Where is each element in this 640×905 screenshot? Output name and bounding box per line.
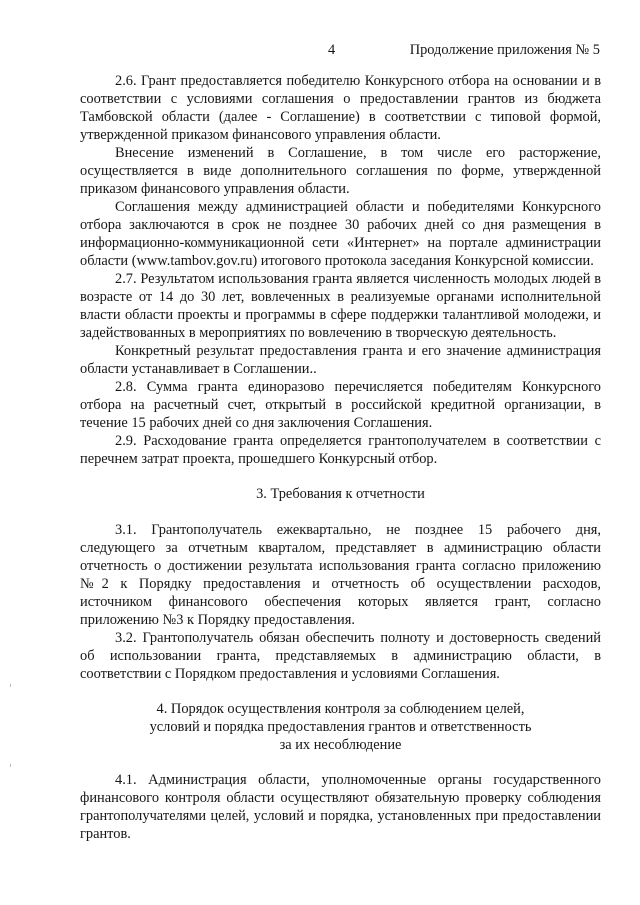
paragraph-4-1: 4.1. Администрация области, уполномоченные органы государственного финансового контроля области осуществляют обязательную проверку соблюдения грантополучателями целей, условий и порядка, установленных при предоставлении грантов. xyxy=(80,772,601,842)
paragraph-2-8: 2.8. Сумма гранта единоразово перечисляется победителям Конкурсного отбора на расчетный счет, открытый в российской кредитной организации, в течение 15 рабочих дней со дня заключения Соглашения. xyxy=(80,379,601,431)
paragraph-2-7: 2.7. Результатом использования гранта является численность молодых людей в возрасте от 14 до 30 лет, вовлеченных в реализуемые органами исполнительной власти области проекты и программы в сфере поддержки талантливой молодежи, и задействованных в мероприятиях по вовлечению в творческую деятельность. xyxy=(80,271,601,341)
document-body xyxy=(80,72,601,843)
margin-mark xyxy=(10,764,11,767)
section-4-heading-line-3: за их несоблюдение xyxy=(279,737,402,753)
section-3-heading: 3. Требования к отчетности xyxy=(256,486,425,502)
section-4-heading-line-1: 4. Порядок осуществления контроля за соблюдением целей, xyxy=(156,701,525,717)
paragraph-2-6: 2.6. Грант предоставляется победителю Конкурсного отбора на основании и в соответствии с условиями соглашения о предоставлении грантов из бюджета Тамбовской области (далее - Соглашение) в соответствии с типовой формой, утвержденной приказом финансового управления области. xyxy=(80,73,601,143)
page-header xyxy=(80,41,600,59)
appendix-continuation-label: Продолжение приложения № 5 xyxy=(409,42,600,58)
page-number: 4 xyxy=(328,42,336,58)
paragraph-specific-result: Конкретный результат предоставления гранта и его значение администрация области устанавливает в Соглашении.. xyxy=(80,343,601,377)
paragraph-agreement-changes: Внесение изменений в Соглашение, в том числе его расторжение, осуществляется в виде дополнительного соглашения по форме, утвержденной приказом финансового управления области. xyxy=(80,145,601,197)
paragraph-3-2: 3.2. Грантополучатель обязан обеспечить полноту и достоверность сведений об использовании гранта, представляемых в администрацию области, в соответствии с Порядком предоставления и условиями Соглашения. xyxy=(80,630,601,682)
paragraph-2-9: 2.9. Расходование гранта определяется грантополучателем в соответствии с перечнем затрат проекта, прошедшего Конкурсный отбор. xyxy=(80,433,601,467)
margin-mark xyxy=(10,684,11,687)
section-4-heading-line-2: условий и порядка предоставления грантов и ответственность xyxy=(149,719,532,735)
paragraph-3-1: 3.1. Грантополучатель ежеквартально, не позднее 15 рабочего дня, следующего за отчетным кварталом, представляет в администрацию области отчетность о достижении результата использования гранта согласно приложению №2 к Порядку предоставления и отчетность об осуществлении расходов, источником финансового обеспечения которых является грант, согласно приложению №3 к Порядку предоставления. xyxy=(80,522,601,628)
paragraph-agreement-terms: Соглашения между администрацией области и победителями Конкурсного отбора заключаются в срок не позднее 30 рабочих дней со дня размещения в информационно-коммуникационной сети «Интернет» на портале администрации области (www.tambov.gov.ru) итогового протокола заседания Конкурсной комиссии. xyxy=(80,199,601,269)
